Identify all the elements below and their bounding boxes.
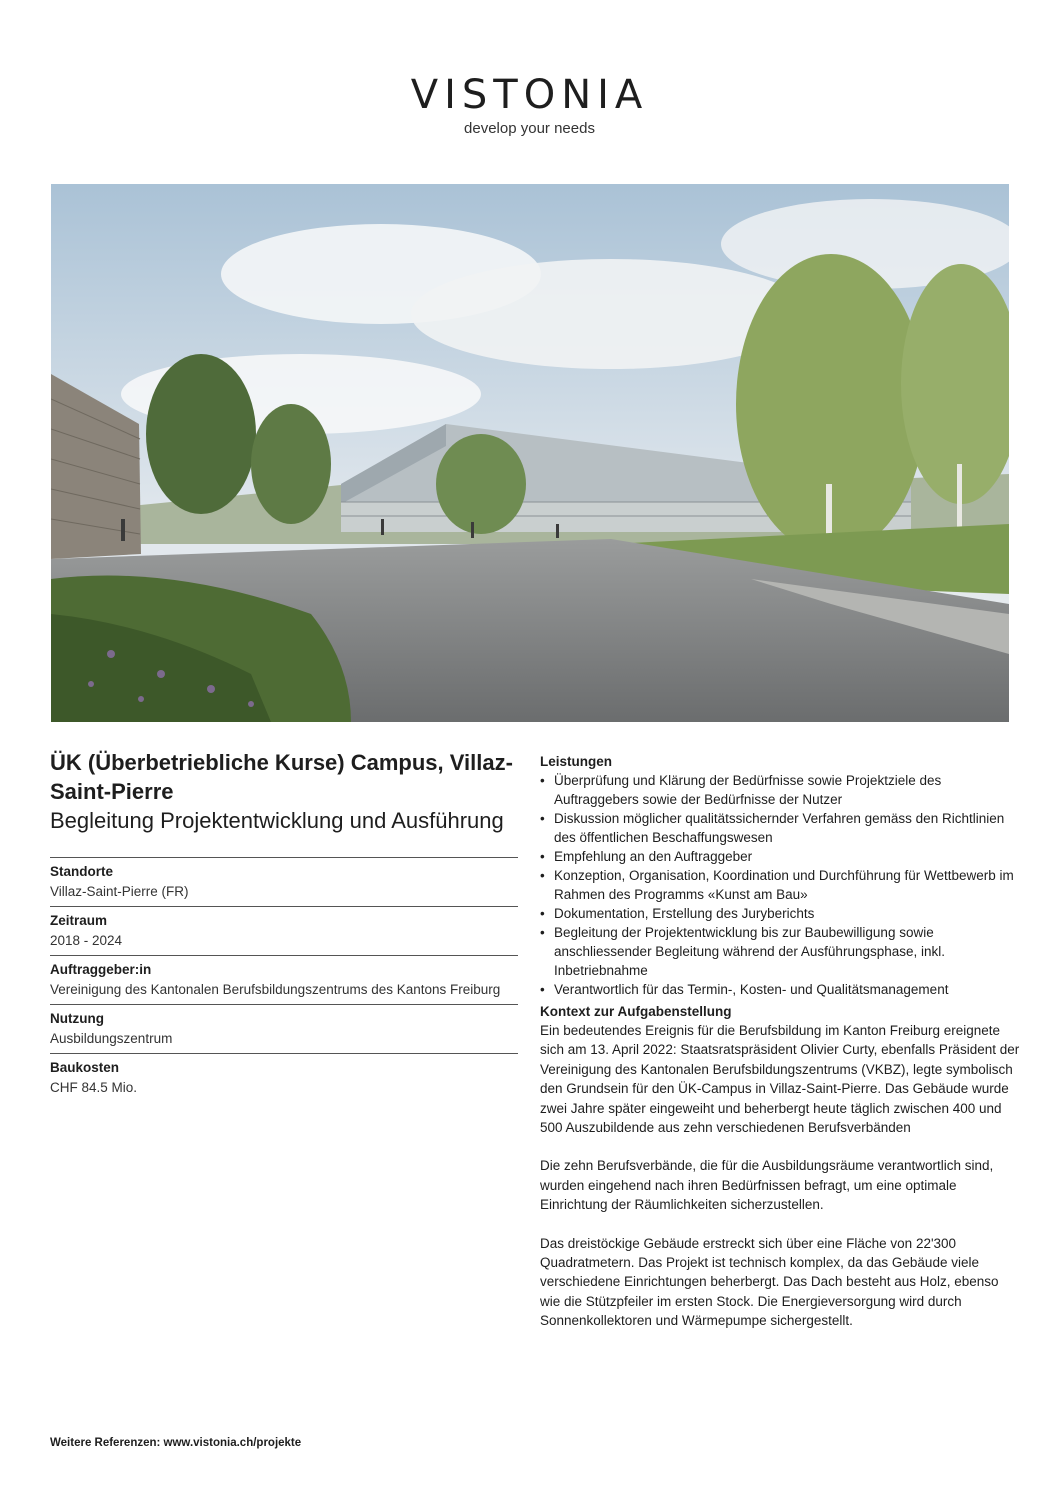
- fact-value: 2018 - 2024: [50, 933, 123, 948]
- fact-label: Standorte: [50, 864, 114, 879]
- kontext-paragraph: Die zehn Berufsverbände, die für die Ausbildungsräume verantwortlich sind, wurden eingehend nach ihren Bedürfnissen befragt, um eine optimale Einrichtung der Räumlichkeiten sicherzustellen.: [540, 1158, 994, 1213]
- project-summary: [50, 748, 518, 1102]
- list-item: • Konzeption, Organisation, Koordination und Durchführung für Wettbewerb im Rahmen des Programms «Kunst am Bau»: [540, 866, 1020, 904]
- list-item: • Dokumentation, Erstellung des Juryberichts: [540, 904, 1020, 923]
- brand-logo: [0, 72, 1059, 137]
- fact-value: CHF 84.5 Mio.: [50, 1080, 138, 1095]
- project-subtitle: Begleitung Projektentwicklung und Ausführung: [50, 808, 504, 833]
- facts-table: [50, 857, 518, 1102]
- project-details: [540, 752, 1020, 1331]
- list-item: • Diskussion möglicher qualitätssichernder Verfahren gemäss den Richtlinien des öffentlichen Beschaffungswesen: [540, 809, 1020, 847]
- fact-standorte: [50, 858, 518, 907]
- brand-tagline: develop your needs: [464, 120, 595, 137]
- fact-label: Nutzung: [50, 1011, 104, 1026]
- kontext-paragraph: Ein bedeutendes Ereignis für die Berufsbildung im Kanton Freiburg ereignete sich am 13. April 2022: Staatsratspräsident Olivier Curty, ebenfalls Präsident der Vereinigung des Kantonalen Berufsbildungszentrums (VKBZ), legte symbolisch den Grundsein für den ÜK-Campus in Villaz-Saint-Pierre. Das Gebäude wurde zwei Jahre später eingeweiht und beherbergt heute täglich zwischen 400 und 500 Auszubildende aus zehn verschiedenen Berufsverbänden: [540, 1023, 1020, 1136]
- kontext-paragraph: Das dreistöckige Gebäude erstreckt sich über eine Fläche von 22'300 Quadratmetern. Das Projekt ist technisch komplex, da das Gebäude viele verschiedene Einrichtungen beherbergt. Das Dach besteht aus Holz, ebenso wie die Stützpfeiler im ersten Stock. Die Energieversorgung wird durch Sonnenkollektoren und Wärmepumpe sichergestellt.: [540, 1235, 999, 1329]
- fact-nutzung: [50, 1005, 518, 1054]
- fact-value: Vereinigung des Kantonalen Berufsbildungszentrums des Kantons Freiburg: [50, 982, 501, 997]
- fact-label: Zeitraum: [50, 913, 108, 928]
- hero-image: [51, 184, 1009, 722]
- fact-label: Auftraggeber:in: [50, 962, 152, 977]
- fact-baukosten: [50, 1054, 518, 1102]
- fact-label: Baukosten: [50, 1060, 120, 1075]
- kontext-heading: Kontext zur Aufgabenstellung: [540, 1004, 732, 1019]
- fact-auftraggeber: [50, 956, 518, 1005]
- footer-references-link[interactable]: Weitere Referenzen: www.vistonia.ch/projekte: [50, 1437, 302, 1449]
- campus-building-rendering-icon: [51, 184, 1009, 722]
- list-item: • Überprüfung und Klärung der Bedürfnisse sowie Projektziele des Auftraggebers sowie der Bedürfnisse der Nutzer: [540, 771, 1020, 809]
- list-item: • Empfehlung an den Auftraggeber: [540, 847, 1020, 866]
- fact-zeitraum: [50, 907, 518, 956]
- leistungen-heading: Leistungen: [540, 754, 613, 769]
- list-item: • Verantwortlich für das Termin-, Kosten- und Qualitätsmanagement: [540, 980, 1020, 999]
- list-item: • Begleitung der Projektentwicklung bis zur Baubewilligung sowie anschliessender Begleitung während der Ausführungsphase, inkl. Inbetriebnahme: [540, 923, 1020, 980]
- brand-name: VISTONIA: [410, 72, 649, 118]
- project-title: ÜK (Überbetriebliche Kurse) Campus, Villaz-Saint-Pierre: [50, 750, 513, 804]
- leistungen-list: [540, 771, 1020, 999]
- fact-value: Ausbildungszentrum: [50, 1031, 173, 1046]
- fact-value: Villaz-Saint-Pierre (FR): [50, 884, 189, 899]
